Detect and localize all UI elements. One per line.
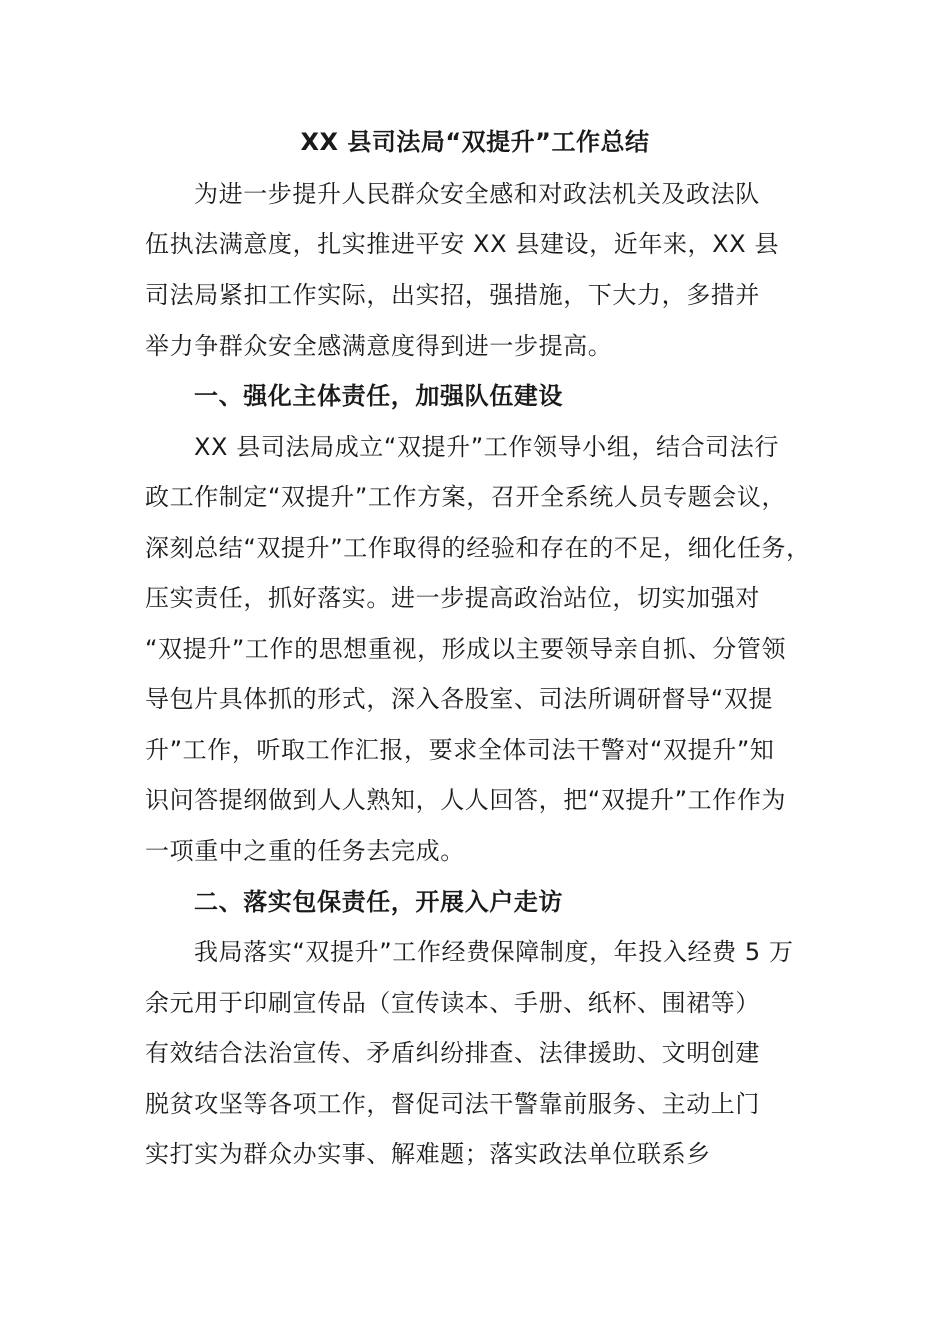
paragraph-3-line-5: 实打实为群众办实事、解难题；落实政法单位联系乡	[145, 1140, 711, 1168]
paragraph-2-line-6: 导包片具体抓的形式，深入各股室、司法所调研督导“双提	[145, 685, 774, 713]
paragraph-1-line-3: 司法局紧扣工作实际，出实招，强措施，下大力，多措并	[145, 281, 760, 309]
paragraph-2-line-5: “双提升”工作的思想重视，形成以主要领导亲自抓、分管领	[145, 635, 787, 663]
paragraph-3-line-3: 有效结合法治宣传、矛盾纠纷排查、法律援助、文明创建	[145, 1039, 760, 1067]
paragraph-2-line-3: 深刻总结“双提升”工作取得的经验和存在的不足，细化任务，	[145, 534, 811, 562]
section-heading-1: 一、强化主体责任，加强队伍建设	[194, 382, 563, 410]
paragraph-2-line-4: 压实责任，抓好落实。进一步提高政治站位，切实加强对	[145, 584, 760, 612]
paragraph-2-line-2: 政工作制定“双提升”工作方案，召开全系统人员专题会议，	[145, 483, 787, 511]
paragraph-3-line-1: 我局落实“双提升”工作经费保障制度，年投入经费 5 万	[194, 938, 794, 966]
paragraph-1-line-4: 举力争群众安全感满意度得到进一步提高。	[145, 332, 613, 360]
paragraph-2-line-9: 一项重中之重的任务去完成。	[145, 837, 465, 865]
paragraph-2-line-8: 识问答提纲做到人人熟知，人人回答，把“双提升”工作作为	[145, 786, 787, 814]
paragraph-1-line-1: 为进一步提升人民群众安全感和对政法机关及政法队	[194, 180, 760, 208]
document-title: XX 县司法局“双提升”工作总结	[300, 128, 650, 156]
paragraph-2-line-7: 升”工作，听取工作汇报，要求全体司法干警对“双提升”知	[145, 736, 775, 764]
paragraph-3-line-4: 脱贫攻坚等各项工作，督促司法干警靠前服务、主动上门	[145, 1090, 760, 1118]
paragraph-3-line-2: 余元用于印刷宣传品（宣传读本、手册、纸杯、围裙等）	[145, 989, 760, 1017]
section-heading-2: 二、落实包保责任，开展入户走访	[194, 888, 563, 916]
paragraph-2-line-1: XX 县司法局成立“双提升”工作领导小组，结合司法行	[194, 433, 779, 461]
paragraph-1-line-2: 伍执法满意度，扎实推进平安 XX 县建设，近年来，XX 县	[145, 230, 780, 258]
